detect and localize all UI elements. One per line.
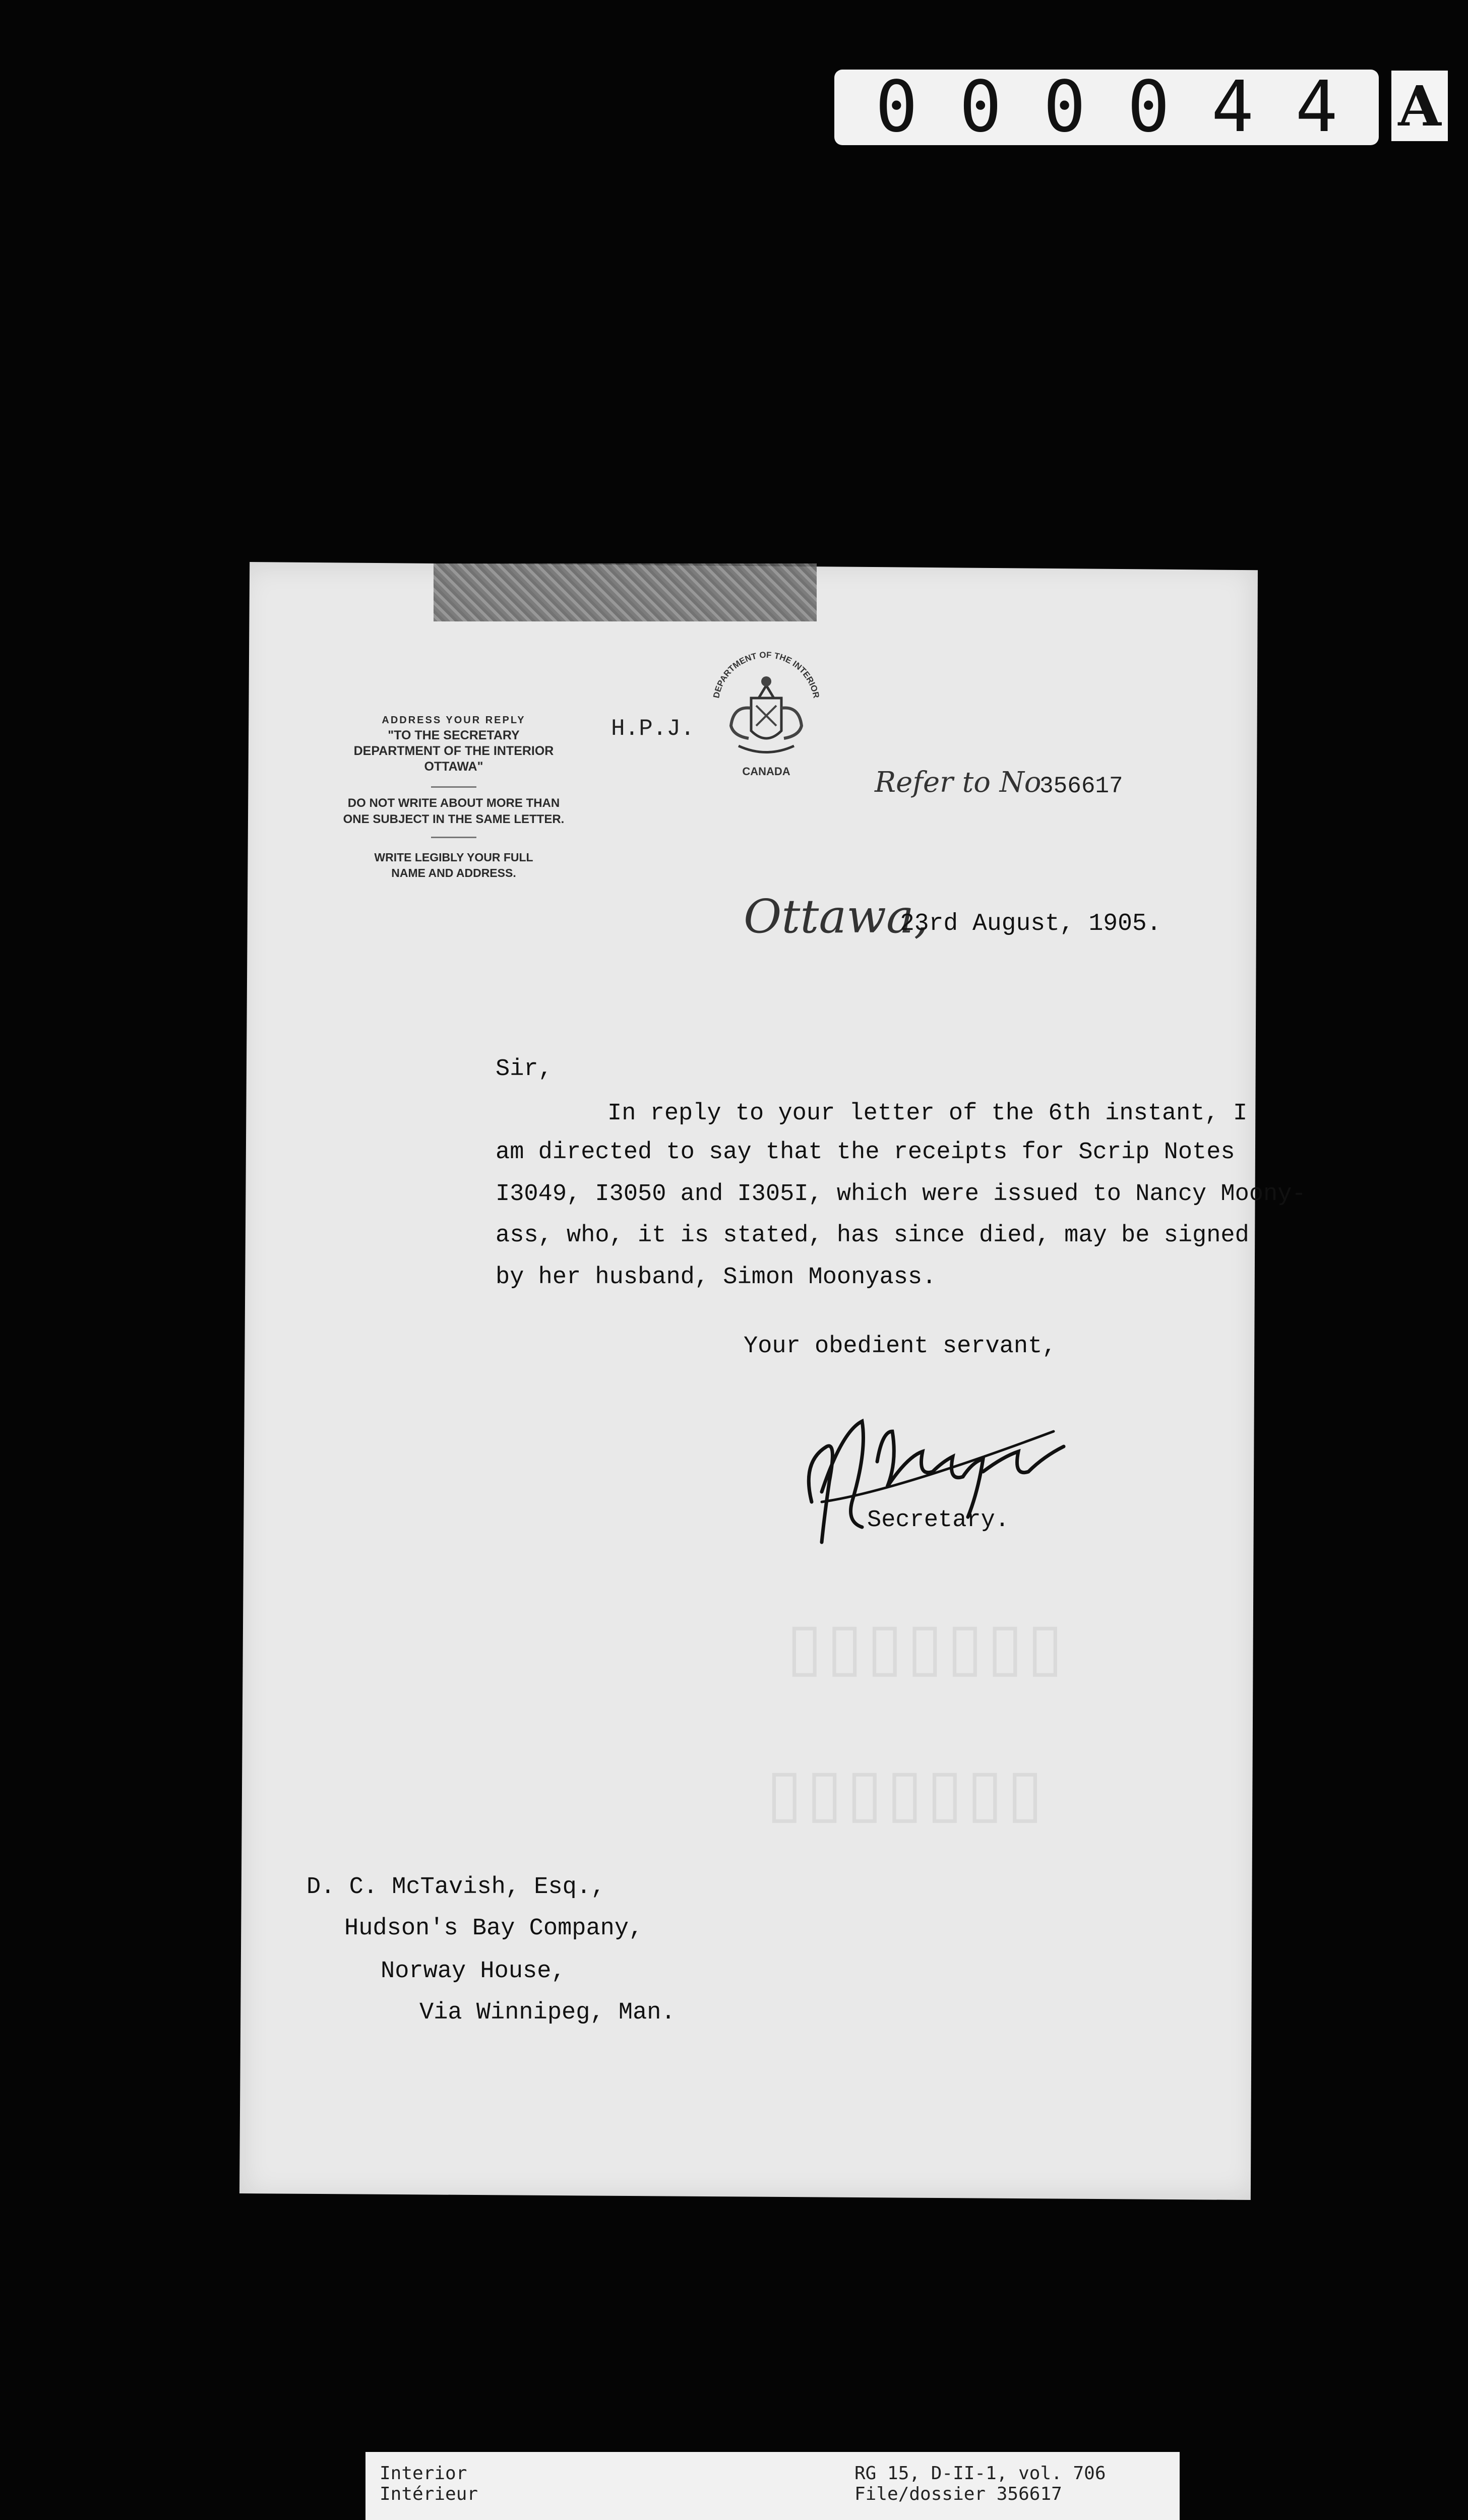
archive-reference-label xyxy=(365,2452,1180,2520)
instruction-line: OTTAWA" xyxy=(424,760,483,774)
instruction-line: "TO THE SECRETARY xyxy=(388,728,520,742)
body-line: I3049, I3050 and I305I, which were issued to Nancy Moony- xyxy=(496,1181,1306,1208)
frame-letter: A xyxy=(1391,71,1448,141)
bleed-through: ▯▯▯▯▯▯▯ xyxy=(786,1608,1067,1684)
frame-digit: 0 xyxy=(875,66,918,148)
salutation: Sir, xyxy=(496,1056,553,1083)
frame-digit: 4 xyxy=(1295,66,1338,148)
refer-label: Refer to No xyxy=(875,766,1042,799)
record-group: RG 15, D-II-1, vol. 706 xyxy=(854,2463,1106,2484)
body-line: am directed to say that the receipts for Scrip Notes xyxy=(496,1139,1235,1166)
frame-digit: 4 xyxy=(1211,66,1254,148)
addressee-line: Via Winnipeg, Man. xyxy=(419,1999,676,2026)
department-fr: Intérieur xyxy=(380,2484,478,2505)
body-line: ass, who, it is stated, has since died, may be signed xyxy=(496,1222,1249,1249)
instruction-line: DO NOT WRITE ABOUT MORE THAN xyxy=(347,796,560,810)
bleed-through: ▯▯▯▯▯▯▯ xyxy=(766,1754,1047,1831)
body-line: by her husband, Simon Moonyass. xyxy=(496,1264,937,1291)
coat-of-arms-icon xyxy=(703,650,829,781)
frame-counter xyxy=(834,66,1379,148)
crest-bottom-text: CANADA xyxy=(742,765,790,778)
frame-digit: 0 xyxy=(959,66,1002,148)
tape-mark xyxy=(434,563,817,621)
department-en: Interior xyxy=(380,2463,467,2484)
instruction-line: DEPARTMENT OF THE INTERIOR xyxy=(353,744,554,758)
divider xyxy=(431,837,476,838)
crest-top-text: DEPARTMENT OF THE INTERIOR xyxy=(711,650,821,699)
city: Ottawa, xyxy=(744,890,929,943)
divider xyxy=(431,786,476,788)
initials: H.P.J. xyxy=(611,716,695,742)
signature-title: Secretary. xyxy=(867,1507,1010,1534)
svg-text:DEPARTMENT OF THE INTERIOR xyxy=(711,650,821,699)
instruction-line: NAME AND ADDRESS. xyxy=(391,866,516,879)
addressee-line: Norway House, xyxy=(381,1958,566,1985)
body-line: In reply to your letter of the 6th instant, I xyxy=(607,1100,1248,1127)
subject-instructions xyxy=(323,796,585,827)
closing: Your obedient servant, xyxy=(744,1333,1057,1360)
file-number: File/dossier 356617 xyxy=(854,2484,1062,2505)
name-instructions xyxy=(323,851,585,880)
instruction-line: ADDRESS YOUR REPLY xyxy=(382,715,526,726)
frame-digit: 0 xyxy=(1127,66,1170,148)
addressee-line: D. C. McTavish, Esq., xyxy=(307,1874,605,1901)
letter-date: 23rd August, 1905. xyxy=(900,910,1161,937)
refer-number: 356617 xyxy=(1039,773,1123,799)
instruction-line: WRITE LEGIBLY YOUR FULL xyxy=(374,851,533,864)
frame-digit: 0 xyxy=(1043,66,1086,148)
addressee-line: Hudson's Bay Company, xyxy=(344,1915,643,1942)
instruction-line: ONE SUBJECT IN THE SAME LETTER. xyxy=(343,812,565,826)
reply-instructions xyxy=(323,715,585,774)
